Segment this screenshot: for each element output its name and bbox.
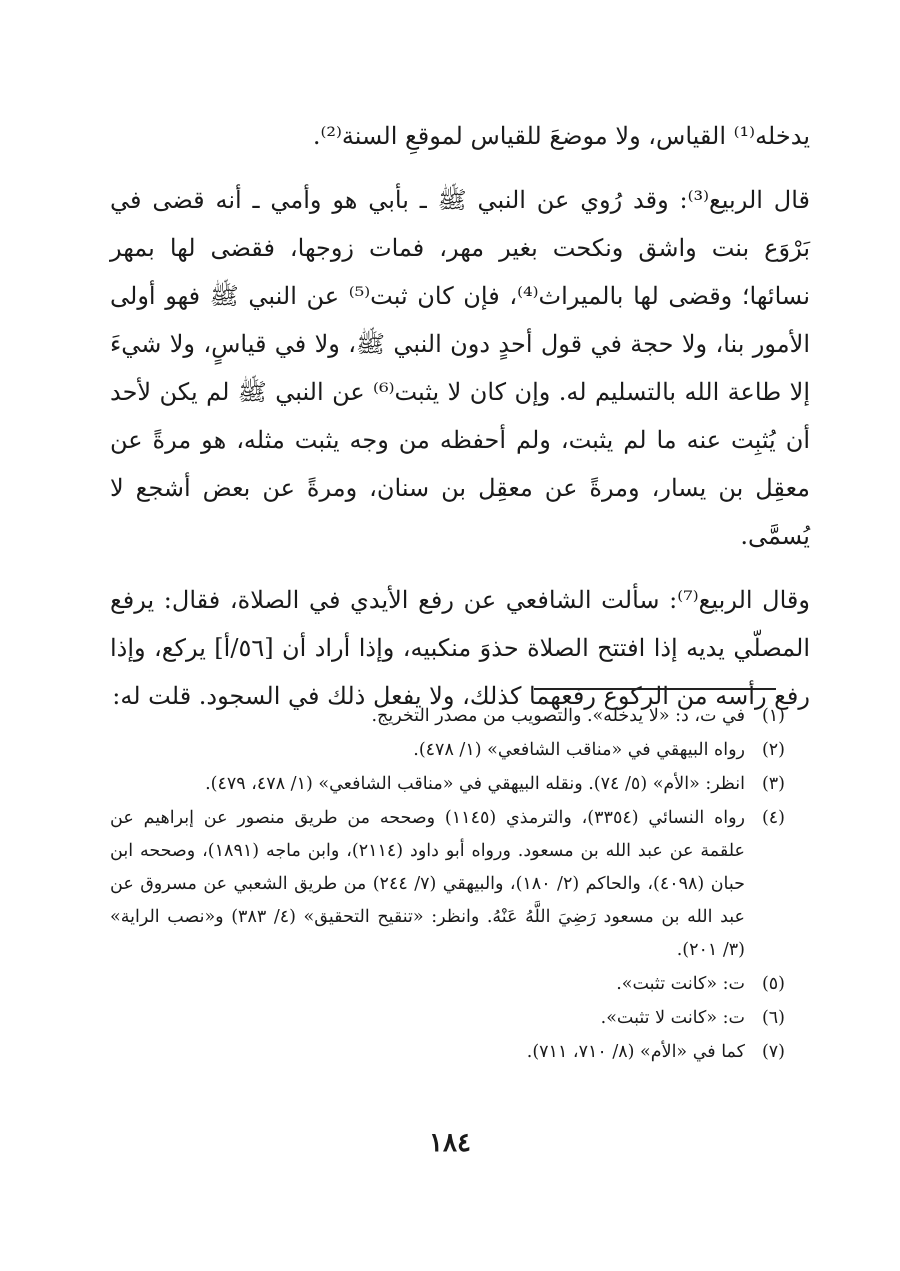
- footnote-3: [110, 768, 785, 801]
- main-text: [110, 112, 810, 736]
- paragraph-1: يدخله⁽¹⁾ القياس، ولا موضعَ للقياس لموقعِ السنة⁽²⁾.: [312, 122, 810, 150]
- footnote-text: في ت، د: «لا يدخله». والتصويب من مصدر التخريج.: [371, 706, 745, 726]
- footnote-5: [110, 968, 785, 1001]
- footnote-separator: [534, 688, 776, 690]
- footnote-number: (٧): [761, 1042, 785, 1062]
- footnote-number: (٥): [761, 974, 785, 994]
- footnote-1: [110, 700, 785, 733]
- page-number: ١٨٤: [429, 1128, 471, 1158]
- footnote-6: [110, 1002, 785, 1035]
- footnote-text: رواه البيهقي في «مناقب الشافعي» (١/ ٤٧٨).: [413, 740, 745, 760]
- footnote-text: ت: «كانت تثبت».: [616, 974, 745, 994]
- footnote-number: (٤): [761, 808, 785, 828]
- footnote-number: (٢): [761, 740, 785, 760]
- footnote-number: (٦): [761, 1008, 785, 1028]
- footnote-7: [110, 1036, 785, 1069]
- footnote-text: كما في «الأم» (٨/ ٧١٠، ٧١١).: [526, 1042, 745, 1062]
- paragraph-2: قال الربيع⁽³⁾: وقد رُوي عن النبي ﷺ ـ بأبي هو وأمي ـ أنه قضى في بَرْوَع بنت واشق ونكحت بغير مهر، فمات زوجها، فقضى لها بمهر نسائها؛ وقضى لها بالميراث⁽⁴⁾، فإن كان ثبت⁽⁵⁾ عن النبي ﷺ فهو أولى الأمور بنا، ولا حجة في قول أحدٍ دون النبي ﷺ، ولا في قياسٍ، ولا شيءَ إلا طاعة الله بالتسليم له. وإن كان لا يثبت⁽⁶⁾ عن النبي ﷺ لم يكن لأحد أن يُثبِت عنه ما لم يثبت، ولم أحفظه من وجه يثبت مثله، هو مرةً عن معقِل بن يسار، ومرةً عن معقِل بن سنان، ومرةً عن بعض أشجع لا يُسمَّى.: [110, 186, 811, 550]
- footnote-number: (١): [761, 706, 785, 726]
- footnote-text: انظر: «الأم» (٥/ ٧٤). ونقله البيهقي في «مناقب الشافعي» (١/ ٤٧٨، ٤٧٩).: [205, 774, 745, 794]
- footnote-2: [110, 734, 785, 767]
- footnote-text: ت: «كانت لا تثبت».: [600, 1008, 745, 1028]
- footnotes: [110, 700, 785, 1070]
- footnote-number: (٣): [761, 774, 785, 794]
- paragraph-3: وقال الربيع⁽⁷⁾: سألت الشافعي عن رفع الأيدي في الصلاة، فقال: يرفع المصلّي يديه إذا افتتح الصلاة حذوَ منكبيه، وإذا أراد أن [٥٦/أ] يركع، وإذا رفع رأسه من الركوع رفعهما كذلك، ولا يفعل ذلك في السجود. قلت له:: [110, 586, 810, 710]
- footnote-text: رواه النسائي (٣٣٥٤)، والترمذي (١١٤٥) وصححه من طريق منصور عن إبراهيم عن علقمة عن عبد الله بن مسعود. ورواه أبو داود (٢١١٤)، وابن ماجه (١٨٩١)، وصححه ابن حبان (٤٠٩٨)، والحاكم (٢/ ١٨٠)، والبيهقي (٧/ ٢٤٤) من طريق الشعبي عن مسروق عن عبد الله بن مسعود رَضِيَ اللَّهُ عَنْهُ. وانظر: «تنقيح التحقيق» (٤/ ٣٨٣) و«نصب الراية» (٣/ ٢٠١).: [110, 808, 745, 960]
- footnote-4: [110, 802, 785, 967]
